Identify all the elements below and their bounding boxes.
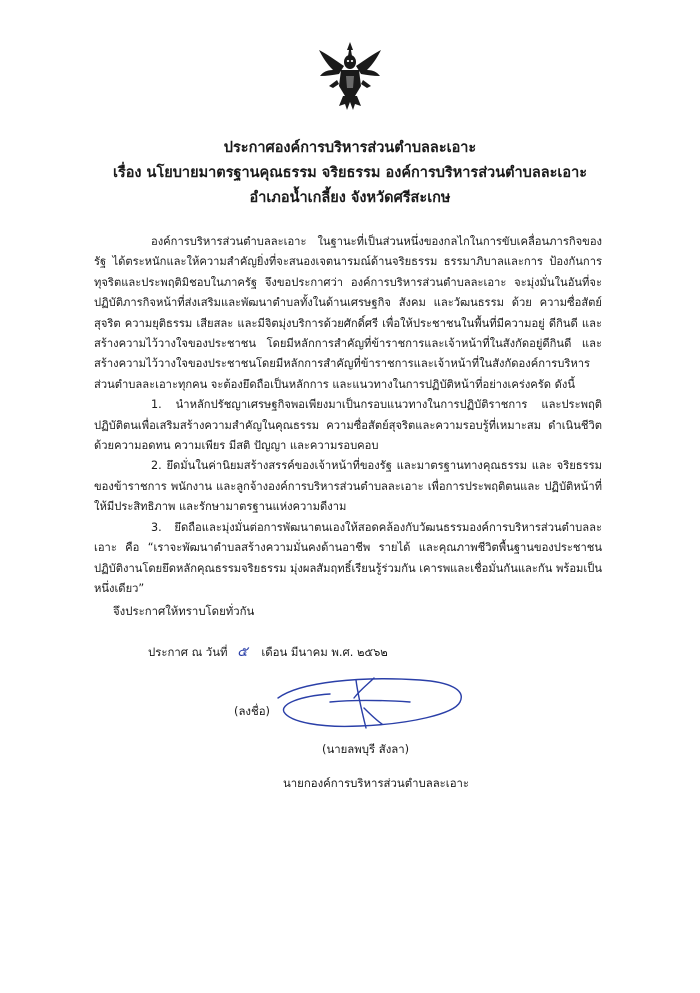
policy-item-3: 3. ยึดถือและมุ่งมั่นต่อการพัฒนาตนเองให้สอดคล้องกับวัฒนธรรมองค์การบริหารส่วนตำบลละเอาะ คือ “เราจะพัฒนาตำบลสร้างความมั่นคงด้านอาชีพ รายได้ และคุณภาพชีวิตพื้นฐานของประชาชน ปฏิบัติงานโดยยึดหลักคุณธรรมจริยธรรม มุ่งผลสัมฤทธิ์เรียนรู้ร่วมกัน เคารพและเชื่อมั่นกันและกัน พร้อมเป็นหนึ่งเดียว” <box>94 520 602 595</box>
announcement-date <box>148 641 388 663</box>
announcement-header <box>0 136 700 211</box>
header-title: ประกาศองค์การบริหารส่วนตำบลละเอาะ <box>223 140 477 156</box>
date-month-year: เดือน มีนาคม พ.ศ. ๒๕๖๒ <box>261 645 388 659</box>
header-location: อำเภอน้ำเกลี้ยง จังหวัดศรีสะเกษ <box>249 190 451 206</box>
header-subject: เรื่อง นโยบายมาตรฐานคุณธรรม จริยธรรม องค์การบริหารส่วนตำบลละเอาะ <box>112 165 588 181</box>
intro-paragraph: องค์การบริหารส่วนตำบลละเอาะ ในฐานะที่เป็นส่วนหนึ่งของกลไกในการขับเคลื่อนภารกิจของรัฐ ได้ตระหนักและให้ความสำคัญยิ่งที่จะสนองเจตนารมณ์ด้านจริยธรรม ธรรมาภิบาลและการ ป้องกันการทุจริตและประพฤติมิชอบในภาครัฐ จึงขอประกาศว่า องค์การบริหารส่วนตำบลละเอาะ จะมุ่งมั่นในอันที่จะปฏิบัติภารกิจหน้าที่ส่งเสริมและพัฒนาตำบลทั้งในด้านเศรษฐกิจ สังคม และวัฒนธรรม ด้วย ความซื่อสัตย์สุจริต ความยุติธรรม เสียสละ และมีจิตมุ่งบริการด้วยศักดิ์ศรี เพื่อให้ประชาชนในพื้นที่มีความอยู่ ดีกินดี และสร้างความไว้วางใจของประชาชน โดยมีหลักการสำคัญที่ข้าราชการและเจ้าหน้าที่ในสังกัดอยู่ดีกินดี และสร้างความไว้วางใจของประชาชนโดยมีหลักการสำคัญที่ข้าราชการและเจ้าหน้าที่ในสังกัดองค์การบริหาร ส่วนตำบลละเอาะทุกคน จะต้องยึดถือเป็นหลักการ และแนวทางในการปฏิบัติหน้าที่อย่างเคร่งครัด ดังนี้ <box>94 235 602 391</box>
policy-item-1: 1. นำหลักปรัชญาเศรษฐกิจพอเพียงมาเป็นกรอบแนวทางในการปฏิบัติราชการ และประพฤติปฏิบัติตนเพื่อเสริมสร้างความสำคัญในคุณธรรม ความซื่อสัตย์สุจริตและความรอบรู้ที่เหมาะสม ดำเนินชีวิตด้วยความอดทน ความเพียร มีสติ ปัญญา และความรอบคอบ <box>94 398 602 453</box>
signed-label: (ลงชื่อ) <box>234 704 271 718</box>
garuda-emblem-icon <box>317 40 383 112</box>
signer-position: นายกองค์การบริหารส่วนตำบลละเอาะ <box>283 776 470 790</box>
handwritten-signature <box>270 668 470 738</box>
policy-item-2: 2. ยึดมั่นในค่านิยมสร้างสรรค์ของเจ้าหน้าที่ของรัฐ และมาตรฐานทางคุณธรรม และ จริยธรรมของข้าราชการ พนักงาน และลูกจ้างองค์การบริหารส่วนตำบลละเอาะ เพื่อการประพฤติตนและ ปฏิบัติหน้าที่ให้มีประสิทธิภาพ และรักษามาตรฐานแห่งความดีงาม <box>94 459 602 514</box>
announce-line: จึงประกาศให้ทราบโดยทั่วกัน <box>113 604 255 618</box>
date-day: ๕ <box>237 644 248 660</box>
date-prefix: ประกาศ ณ วันที่ <box>148 645 228 659</box>
signer-name: (นายลพบุรี สังลา) <box>322 742 410 756</box>
announcement-body <box>94 232 602 599</box>
